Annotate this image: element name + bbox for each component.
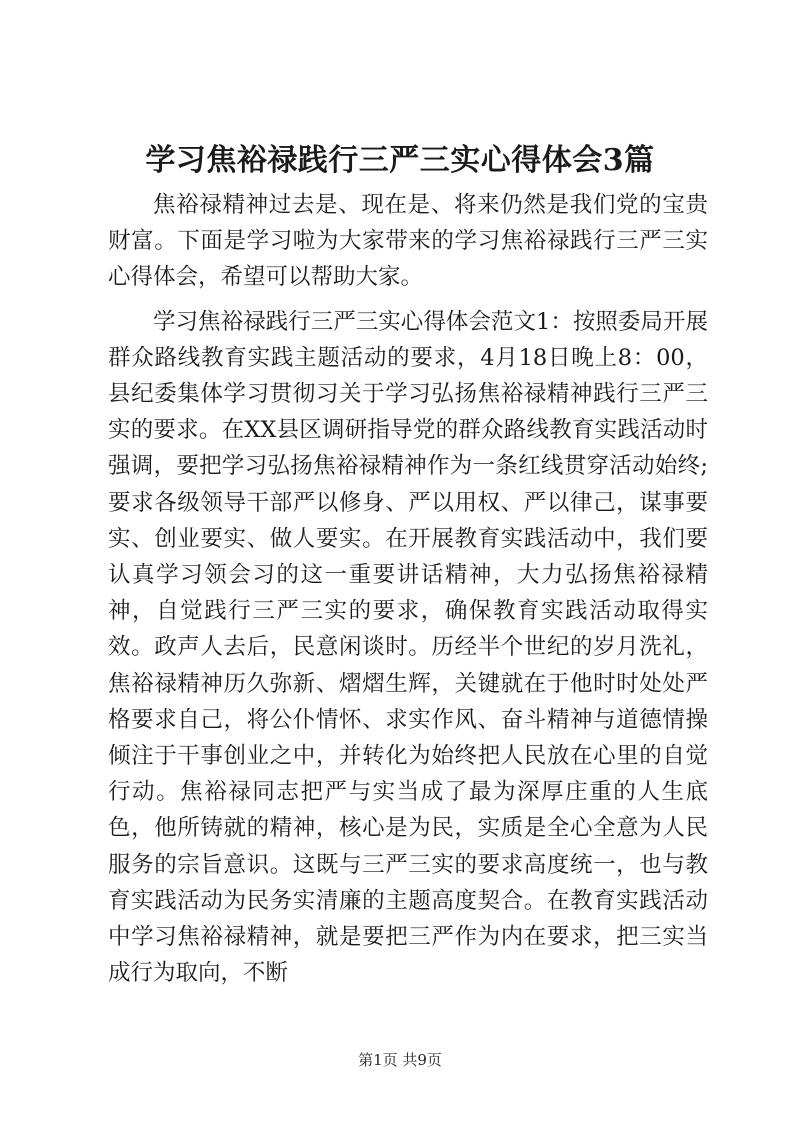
body-paragraph: 学习焦裕禄践行三严三实心得体会范文1：按照委局开展群众路线教育实践主题活动的要求，4月18日晚上8：00，县纪委集体学习贯彻习关于学习弘扬焦裕禄精神践行三严三实的要求。在XX县区调研指导党的群众路线教育实践活动时强调，要把学习弘扬焦裕禄精神作为一条红线贯穿活动始终;要求各级领导干部严以修身、严以用权、严以律己，谋事要实、创业要实、做人要实。在开展教育实践活动中，我们要认真学习领会习的这一重要讲话精神，大力弘扬焦裕禄精神，自觉践行三严三实的要求，确保教育实践活动取得实效。政声人去后，民意闲谈时。历经半个世纪的岁月洗礼，焦裕禄精神历久弥新、熠熠生辉，关键就在于他时时处处严格要求自己，将公仆情怀、求实作风、奋斗精神与道德情操倾注于干事创业之中，并转化为始终把人民放在心里的自觉行动。焦裕禄同志把严与实当成了最为深厚庄重的人生底色，他所铸就的精神，核心是为民，实质是全心全意为人民服务的宗旨意识。这既与三严三实的要求高度统一，也与教育实践活动为民务实清廉的主题高度契合。在教育实践活动中学习焦裕禄精神，就是要把三严作为内在要求，把三实当成行为取向，不断	[108, 308, 708, 987]
intro-paragraph: 焦裕禄精神过去是、现在是、将来仍然是我们党的宝贵财富。下面是学习啦为大家带来的学习焦裕禄践行三严三实心得体会，希望可以帮助大家。	[108, 192, 708, 291]
document-title: 学习焦裕禄践行三严三实心得体会3篇	[145, 143, 655, 178]
page-footer: 第1页 共9页	[358, 1051, 442, 1069]
document-body	[108, 187, 708, 991]
